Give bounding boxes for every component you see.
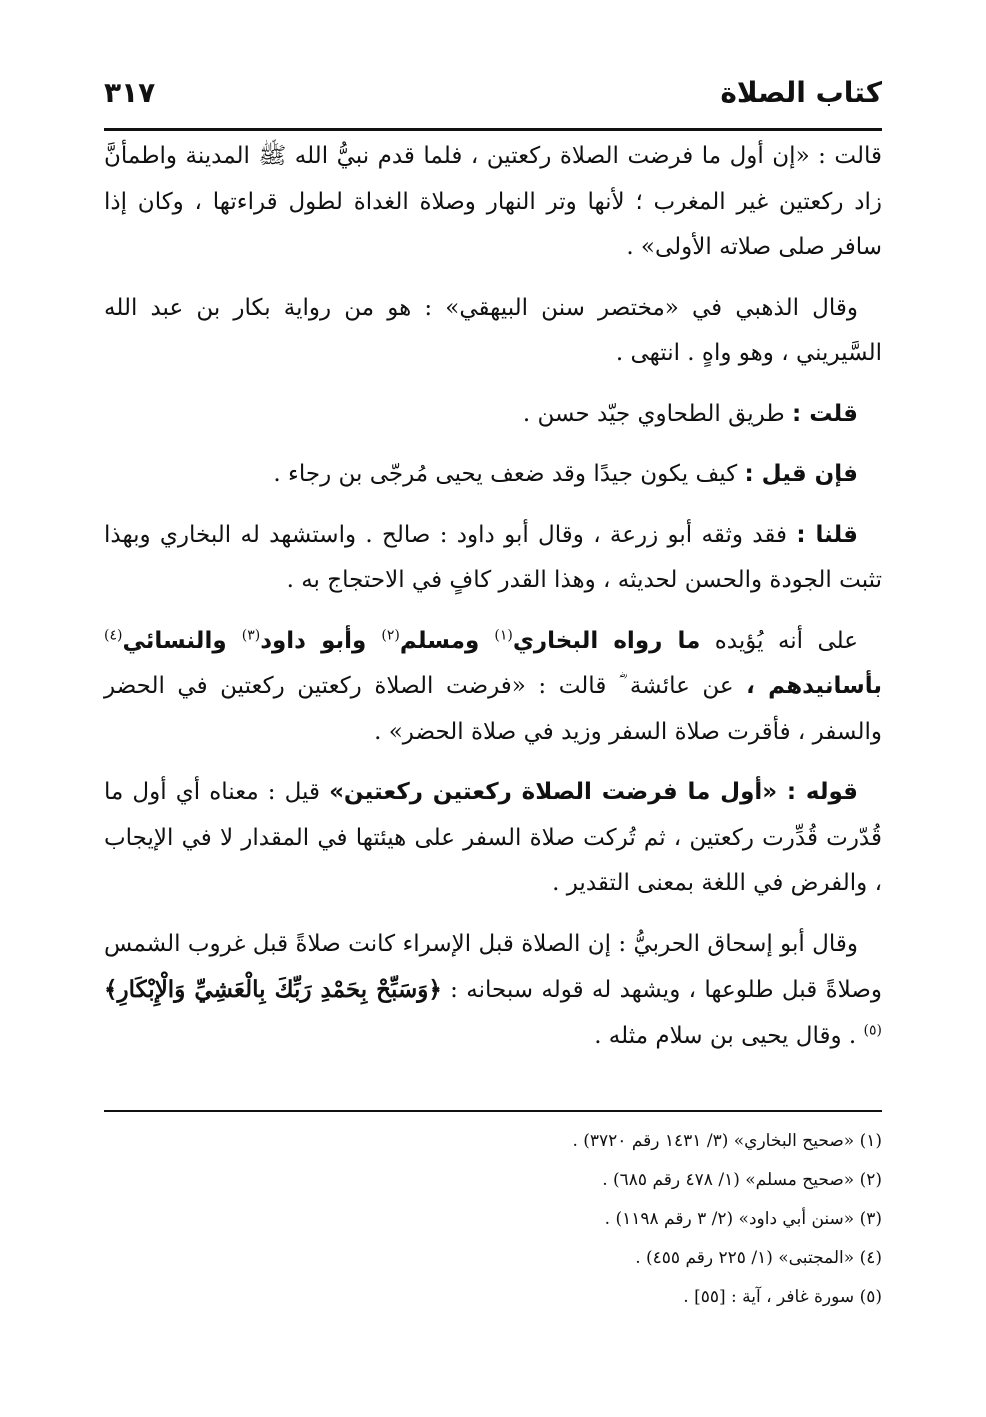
- paragraph-3-lead: قلت :: [791, 400, 858, 427]
- paragraph-1: قالت : «إن أول ما فرضت الصلاة ركعتين ، فلما قدم نبيُّ الله ﷺ المدينة واطمأنَّ زاد ركعتين غير المغرب ؛ لأنها وتر النهار وصلاة الغداة لطول قراءتها ، وكان إذا سافر صلى صلاته الأولى» .: [104, 143, 882, 260]
- footnote-ref-2: (٢): [381, 626, 400, 643]
- paragraph-8: [104, 922, 882, 1060]
- paragraph-3-text: طريق الطحاوي جيّد حسن .: [522, 400, 792, 427]
- paragraph-5: [104, 513, 882, 604]
- paragraph-7: [104, 770, 882, 907]
- running-header: [104, 76, 882, 122]
- footnote-2: (٢) «صحيح مسلم» (١/ ٤٧٨ رقم ٦٨٥) .: [602, 1170, 882, 1190]
- header-divider: [104, 128, 882, 131]
- paragraph-8-text: وقال أبو إسحاق الحربيُّ : إن الصلاة قبل الإسراء كانت صلاةً قبل غروب الشمس وصلاةً قبل طلوعها ، ويشهد له قوله سبحانه :: [104, 930, 882, 1003]
- paragraph-4-lead: فإن قيل :: [744, 461, 858, 487]
- main-text: [104, 134, 882, 1074]
- footnote-ref-3: (٣): [241, 626, 261, 643]
- source-abu-dawud: وأبو داود: [260, 627, 382, 654]
- paragraph-5-text: فقد وثقه أبو زرعة ، وقال أبو داود : صالح . واستشهد له البخاري وبهذا تثبت الجودة والحسن لحديثه ، وهذا القدر كافٍ في الاحتجاج به .: [104, 521, 882, 593]
- quran-verse: ﴿وَسَبِّحْ بِحَمْدِ رَبِّكَ بِالْعَشِيِّ وَالْإِبْكَارِ﴾: [104, 976, 442, 1003]
- paragraph-6: [104, 619, 882, 756]
- footnote-ref-4: (٤): [104, 626, 123, 643]
- source-nasai: والنسائي: [122, 627, 242, 654]
- paragraph-2: وقال الذهبي في «مختصر سنن البيهقي» : هو من رواية بكار بن عبد الله السَّيريني ، وهو واهٍ . انتهى .: [104, 294, 882, 366]
- footnote-3: (٣) «سنن أبي داود» (٢/ ٣ رقم ١١٩٨) .: [604, 1209, 882, 1229]
- footnotes: [104, 1122, 882, 1317]
- paragraph-4: [104, 452, 882, 498]
- paragraph-3: [104, 392, 882, 438]
- footnote-ref-5: (٥): [863, 1021, 882, 1038]
- source-bukhari: ما رواه البخاري: [512, 627, 701, 654]
- page-number: ٣١٧: [104, 76, 156, 109]
- paragraph-5-lead: قلنا :: [796, 521, 858, 548]
- footnote-divider: [104, 1110, 882, 1112]
- paragraph-6-intro: على أنه يُؤيده: [700, 627, 858, 654]
- source-asanid: بأسانيدهم ،: [746, 673, 882, 699]
- footnote-5: (٥) سورة غافر ، آية : [٥٥] .: [683, 1287, 882, 1307]
- paragraph-7-lead: قوله : «أول ما فرضت الصلاة ركعتين ركعتين»: [329, 779, 858, 805]
- paragraph-8-tail: . وقال يحيى بن سلام مثله .: [594, 1022, 864, 1049]
- paragraph-4-text: كيف يكون جيدًا وقد ضعف يحيى مُرجّى بن رجاء .: [273, 461, 745, 487]
- source-muslim: ومسلم: [399, 627, 495, 654]
- footnote-ref-1: (١): [494, 626, 513, 643]
- paragraph-6-text: عن عائشة ؓ قالت : «فرضت الصلاة ركعتين ركعتين في الحضر والسفر ، فأقرت صلاة السفر وزيد في صلاة الحضر» .: [104, 673, 882, 745]
- footnote-4: (٤) «المجتبى» (١/ ٢٢٥ رقم ٤٥٥) .: [635, 1248, 882, 1268]
- paragraph-7-text: قيل : معناه أي أول ما قُدّرت قُدِّرت ركعتين ، ثم تُركت صلاة السفر على هيئتها في المقدار لا في الإيجاب ، والفرض في اللغة بمعنى التقدير .: [104, 779, 882, 896]
- chapter-title: كتاب الصلاة: [720, 76, 882, 109]
- footnote-1: (١) «صحيح البخاري» (٣/ ١٤٣١ رقم ٣٧٢٠) .: [572, 1131, 882, 1151]
